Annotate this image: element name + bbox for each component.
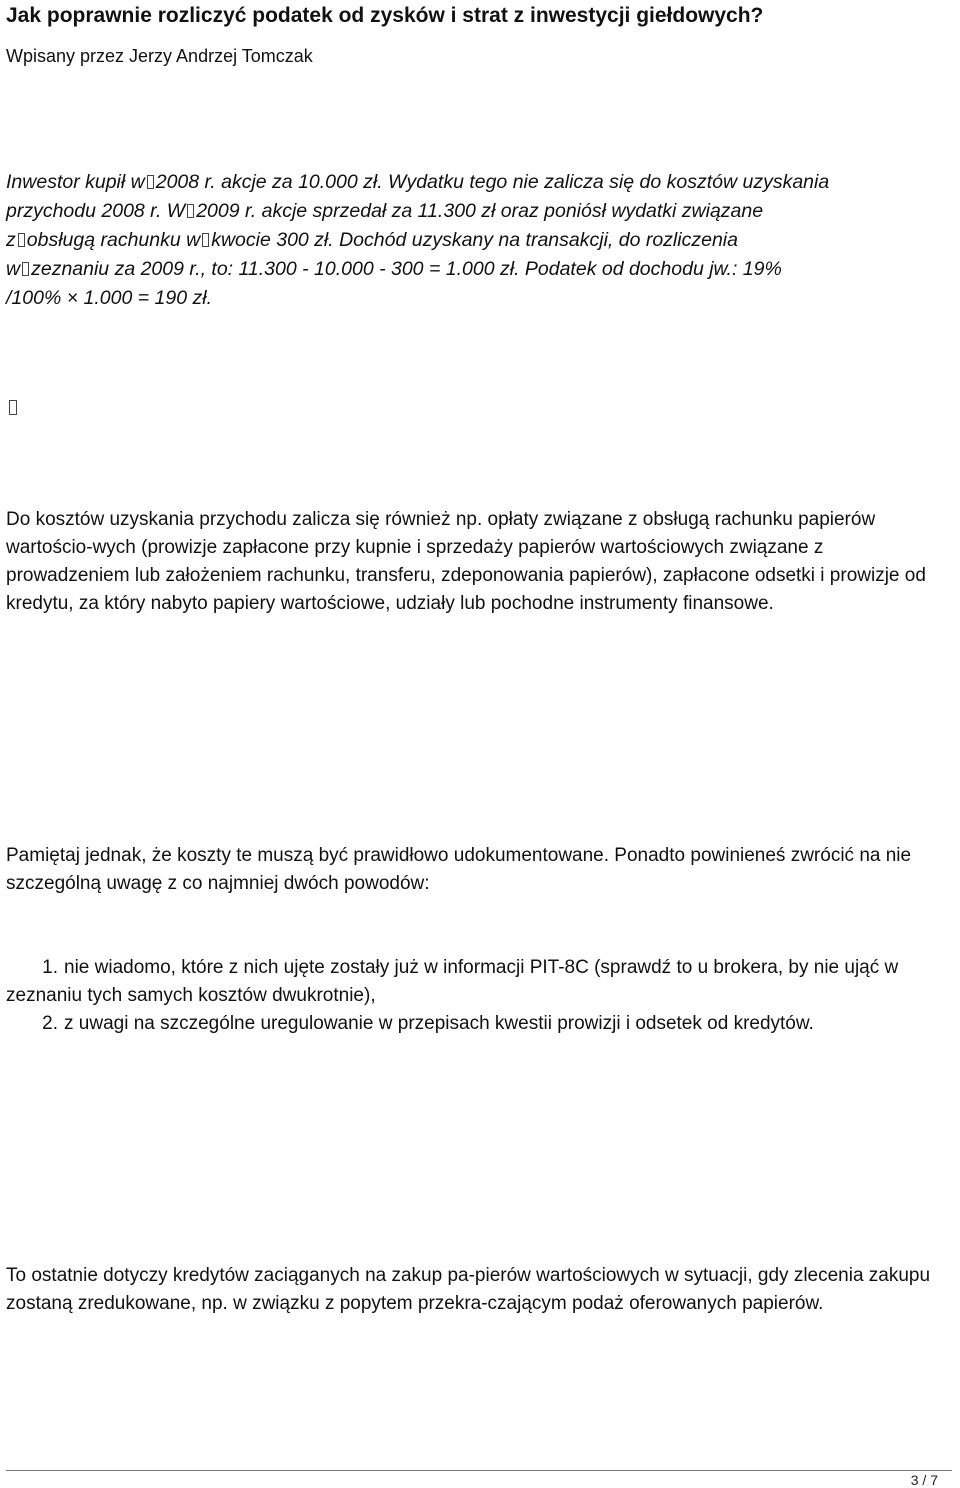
missing-glyph-icon xyxy=(18,233,25,247)
missing-glyph-icon xyxy=(202,233,209,247)
example-text: przychodu 2008 r. W xyxy=(6,200,186,222)
list-item xyxy=(6,1010,952,1038)
example-paragraph xyxy=(6,168,952,313)
example-text: obsługą rachunku w xyxy=(26,229,201,251)
missing-glyph-icon xyxy=(147,175,154,189)
example-text: zeznaniu za 2009 r., to: 11.300 - 10.000 - 300 = 1.000 zł. Podatek od dochodu jw.: 19% xyxy=(31,258,782,280)
example-text: w xyxy=(6,258,21,280)
example-line xyxy=(6,226,952,255)
example-text: 2009 r. akcje sprzedał za 11.300 zł oraz poniósł wydatki związane xyxy=(196,200,764,222)
example-text: 2008 r. akcje za 10.000 zł. Wydatku tego nie zalicza się do kosztów uzyskania xyxy=(155,171,830,193)
list-number: 2. xyxy=(42,1013,58,1034)
missing-glyph-icon xyxy=(22,262,29,276)
example-line xyxy=(6,168,952,197)
reminder-paragraph: Pamiętaj jednak, że koszty te muszą być prawidłowo udokumentowane. Ponadto powinieneś zwrócić na nie szczególną uwagę z co najmniej dwóch powodów: xyxy=(6,845,912,894)
footer-divider xyxy=(6,1470,952,1471)
missing-glyph-icon xyxy=(9,400,17,415)
example-line: /100% × 1.000 = 190 zł. xyxy=(6,287,212,309)
credit-paragraph: To ostatnie dotyczy kredytów zaciąganych na zakup pa-pierów wartościowych w sytuacji, gdy zlecenia zakupu zostaną zredukowane, np. w związku z popytem przekra-czającym podaż oferowanych papierów. xyxy=(6,1265,931,1314)
list-item xyxy=(6,954,952,1010)
example-text: kwocie 300 zł. Dochód uzyskany na transakcji, do rozliczenia xyxy=(211,229,738,251)
example-line xyxy=(6,197,952,226)
list-item-text: nie wiadomo, które z nich ujęte zostały już w informacji PIT-8C (sprawdź to u brokera, by nie ująć w zeznaniu tych samych kosztów dwukrotnie), xyxy=(6,957,899,1006)
page-title: Jak poprawnie rozliczyć podatek od zysków i strat z inwestycji giełdowych? xyxy=(6,4,764,27)
page-number: 3 / 7 xyxy=(910,1472,938,1488)
example-line xyxy=(6,255,952,284)
author-line: Wpisany przez Jerzy Andrzej Tomczak xyxy=(6,46,313,66)
missing-glyph-icon xyxy=(187,204,194,218)
example-text: Inwestor kupił w xyxy=(6,171,145,193)
example-text: z xyxy=(6,229,16,251)
costs-paragraph: Do kosztów uzyskania przychodu zalicza się również np. opłaty związane z obsługą rachunku papierów wartościo-wych (prowizje zapłacone przy kupnie i sprzedaży papierów wartościowych związane z prowadzeniem lub założeniem rachunku, transferu, zdeponowania papierów), zapłacone odsetki i prowizje od kredytu, za który nabyto papiery wartościowe, udziały lub pochodne instrumenty finansowe. xyxy=(6,509,926,614)
list-item-text: z uwagi na szczególne uregulowanie w przepisach kwestii prowizji i odsetek od kredytów. xyxy=(64,1013,814,1034)
list-number: 1. xyxy=(42,957,58,978)
reasons-list xyxy=(6,954,952,1038)
